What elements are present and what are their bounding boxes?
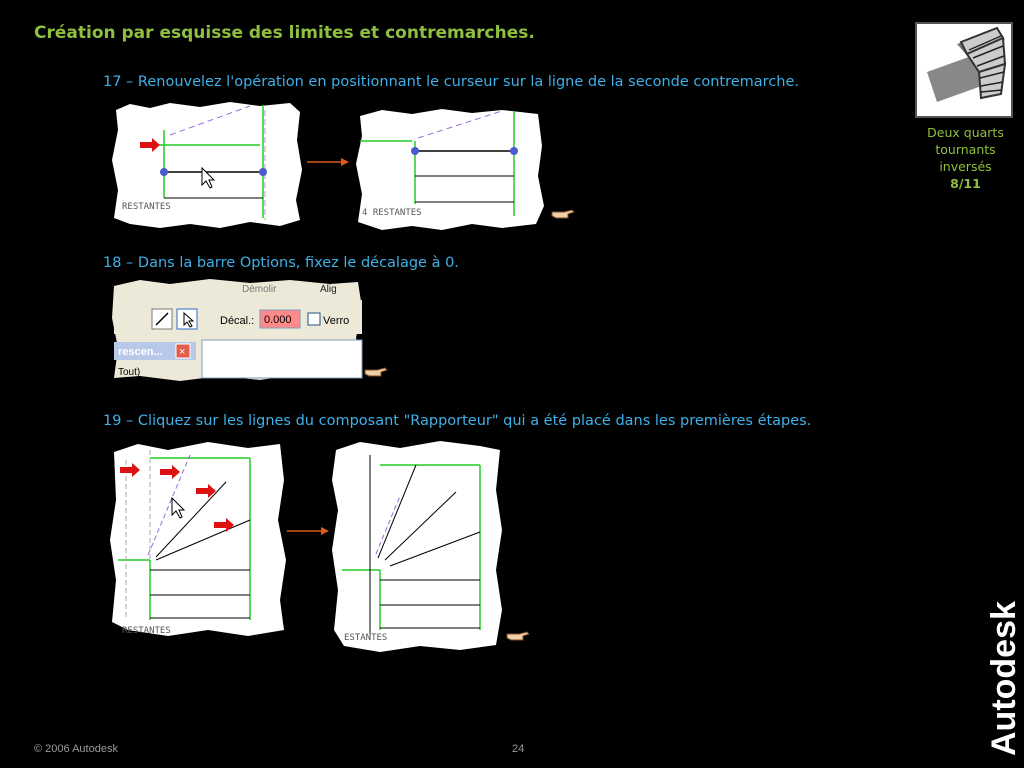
transition-arrow-17 <box>305 156 351 168</box>
screen-17b <box>352 106 547 231</box>
stair-thumbnail <box>915 22 1013 118</box>
sidebar-line-1: Deux quarts <box>927 125 1004 140</box>
restantes-label-c: RESTANTES <box>122 626 171 636</box>
options-bar-screenshot <box>110 278 365 383</box>
svg-text:Autodesk: Autodesk <box>985 601 1023 756</box>
toolbar-aligner: Alig <box>320 284 337 295</box>
restantes-label-d: ESTANTES <box>344 633 388 643</box>
sidebar-line-2: tournants <box>935 142 996 157</box>
next-hand-icon-3[interactable] <box>505 628 531 644</box>
footer-page-number: 24 <box>512 743 525 755</box>
step-18-text: 18 – Dans la barre Options, fixez le décalage à 0. <box>103 255 459 271</box>
autodesk-logo <box>955 590 1024 760</box>
restantes-label-a: RESTANTES <box>122 202 171 212</box>
tab-label: rescen... <box>118 346 163 358</box>
step-17-text: 17 – Renouvelez l'opération en positionnant le curseur sur la ligne de la seconde contremarche. <box>103 74 800 90</box>
sidebar-caption <box>915 124 1016 192</box>
decal-input[interactable]: 0.000 <box>264 314 292 326</box>
screen-19a <box>108 440 288 638</box>
svg-text:×: × <box>179 346 186 358</box>
tout-label: Tout) <box>118 367 141 378</box>
footer-copyright: © 2006 Autodesk <box>34 743 118 755</box>
restantes-label-b: 4 RESTANTES <box>362 208 422 218</box>
screen-19b <box>330 440 505 655</box>
toolbar-demolir: Démolir <box>242 284 277 295</box>
slide-title: Création par esquisse des limites et contremarches. <box>34 23 535 43</box>
transition-arrow-19 <box>285 525 331 537</box>
next-hand-icon[interactable] <box>550 206 576 222</box>
next-hand-icon-2[interactable] <box>363 364 389 380</box>
sidebar-page: 8/11 <box>950 176 981 191</box>
step-19-text: 19 – Cliquez sur les lignes du composant "Rapporteur" qui a été placé dans les premières étapes. <box>103 413 812 429</box>
sidebar-line-3: inversés <box>939 159 992 174</box>
decal-label: Décal.: <box>220 315 255 327</box>
verro-label: Verro <box>323 315 350 327</box>
screen-17a <box>110 100 305 230</box>
